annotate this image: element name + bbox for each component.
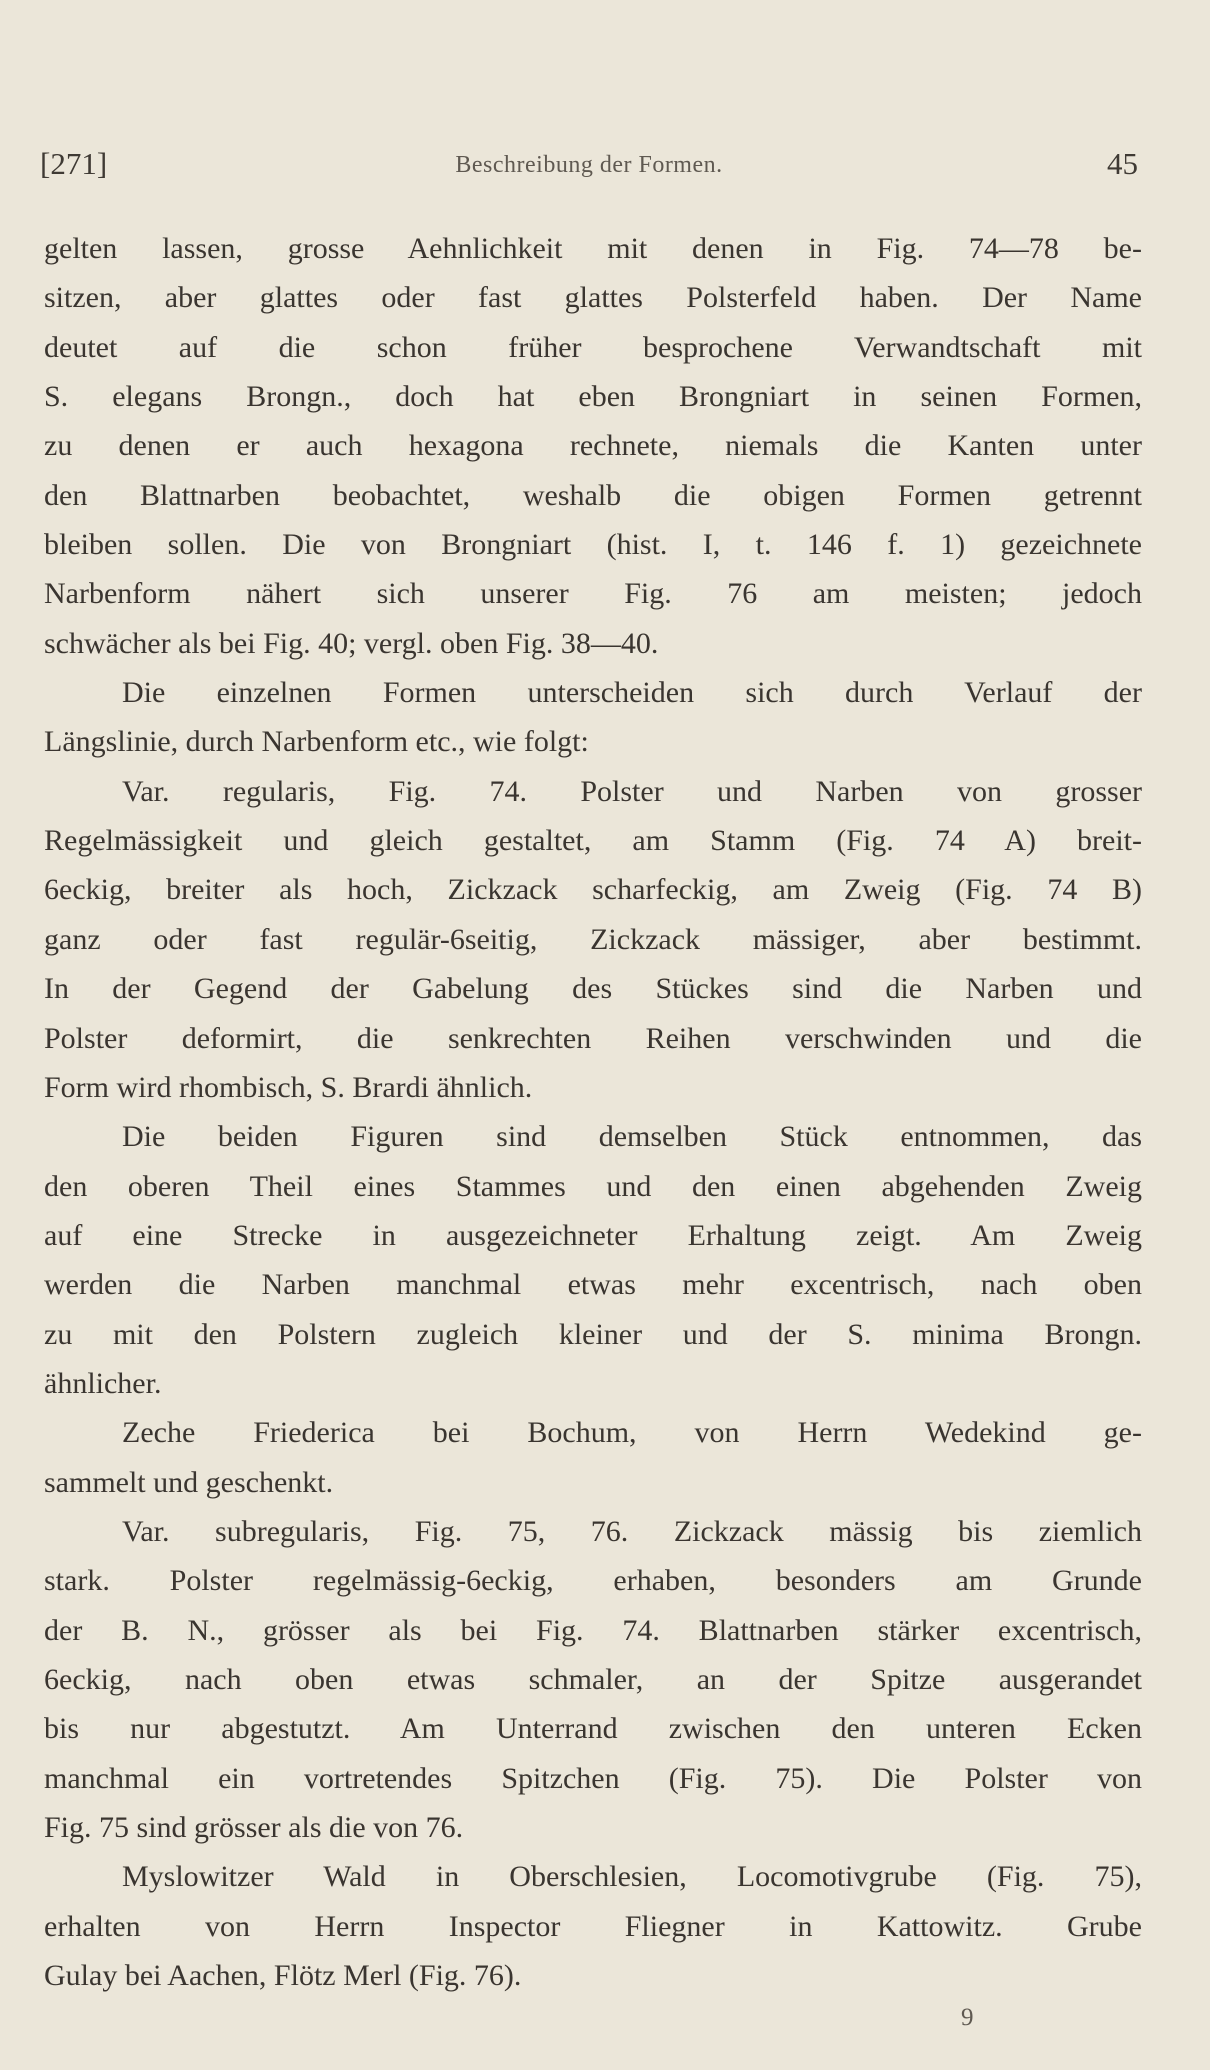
- text-line: Die beiden Figuren sind demselben Stück entnommen, das: [122, 1120, 1142, 1154]
- text-line: Form wird rhombisch, S. Brardi ähnlich.: [44, 1070, 533, 1104]
- text-line: gelten lassen, grosse Aehnlichkeit mit denen in Fig. 74—78 be-: [44, 232, 1142, 265]
- text-line: zu denen er auch hexagona rechnete, niemals die Kanten unter: [44, 429, 1142, 463]
- text-line: erhalten von Herrn Inspector Fliegner in Kattowitz. Grube: [44, 1909, 1142, 1943]
- text-line: Gulay bei Aachen, Flötz Merl (Fig. 76).: [44, 1959, 522, 1993]
- text-line: 6eckig, breiter als hoch, Zickzack scharfeckig, am Zweig (Fig. 74 B): [44, 873, 1142, 907]
- text-line: ganz oder fast regulär-6seitig, Zickzack mässiger, aber bestimmt.: [44, 922, 1142, 956]
- text-line: Myslowitzer Wald in Oberschlesien, Locomotivgrube (Fig. 75),: [122, 1860, 1142, 1894]
- text-line: stark. Polster regelmässig-6eckig, erhaben, besonders am Grunde: [44, 1564, 1142, 1598]
- text-line: Längslinie, durch Narbenform etc., wie folgt:: [44, 725, 589, 759]
- text-line: den oberen Theil eines Stammes und den einen abgehenden Zweig: [44, 1169, 1142, 1203]
- text-line: Var. regularis, Fig. 74. Polster und Narben von grosser: [122, 774, 1142, 808]
- page-number: 45: [1107, 146, 1138, 181]
- text-line: deutet auf die schon früher besprochene Verwandtschaft mit: [44, 330, 1142, 364]
- text-line: S. elegans Brongn., doch hat eben Brongniart in seinen Formen,: [44, 380, 1142, 414]
- text-line: 6eckig, nach oben etwas schmaler, an der Spitze ausgerandet: [44, 1662, 1142, 1696]
- signature-mark: 9: [961, 2004, 974, 2031]
- text-line: ähnlicher.: [44, 1366, 162, 1400]
- text-line: Die einzelnen Formen unterscheiden sich durch Verlauf der: [122, 676, 1142, 710]
- text-line: sammelt und geschenkt.: [44, 1465, 334, 1499]
- text-line: Polster deformirt, die senkrechten Reihen verschwinden und die: [44, 1021, 1142, 1055]
- text-line: bis nur abgestutzt. Am Unterrand zwischen den unteren Ecken: [44, 1712, 1142, 1746]
- original-page-reference: [271]: [40, 146, 108, 181]
- text-line: Fig. 75 sind grösser als die von 76.: [44, 1811, 464, 1844]
- text-line: schwächer als bei Fig. 40; vergl. oben Fig. 38—40.: [44, 626, 659, 660]
- text-line: auf eine Strecke in ausgezeichneter Erhaltung zeigt. Am Zweig: [44, 1218, 1142, 1252]
- text-line: Narbenform nähert sich unserer Fig. 76 am meisten; jedoch: [44, 577, 1142, 611]
- text-line: zu mit den Polstern zugleich kleiner und der S. minima Brongn.: [44, 1317, 1142, 1351]
- text-line: werden die Narben manchmal etwas mehr excentrisch, nach oben: [44, 1268, 1142, 1302]
- running-title: Beschreibung der Formen.: [455, 152, 723, 178]
- page-header: [40, 146, 1138, 190]
- text-line: bleiben sollen. Die von Brongniart (hist. I, t. 146 f. 1) gezeichnete: [44, 528, 1142, 562]
- text-line: In der Gegend der Gabelung des Stückes sind die Narben und: [44, 972, 1142, 1006]
- text-line: der B. N., grösser als bei Fig. 74. Blattnarben stärker excentrisch,: [44, 1613, 1142, 1647]
- text-line: Zeche Friederica bei Bochum, von Herrn Wedekind ge-: [122, 1416, 1142, 1450]
- text-line: manchmal ein vortretendes Spitzchen (Fig. 75). Die Polster von: [44, 1761, 1142, 1795]
- text-line: sitzen, aber glattes oder fast glattes Polsterfeld haben. Der Name: [44, 281, 1142, 315]
- body-text: [44, 224, 1142, 2000]
- text-line: Var. subregularis, Fig. 75, 76. Zickzack mässig bis ziemlich: [122, 1514, 1142, 1548]
- text-line: Regelmässigkeit und gleich gestaltet, am Stamm (Fig. 74 A) breit-: [44, 824, 1142, 858]
- text-line: den Blattnarben beobachtet, weshalb die obigen Formen getrennt: [44, 478, 1142, 512]
